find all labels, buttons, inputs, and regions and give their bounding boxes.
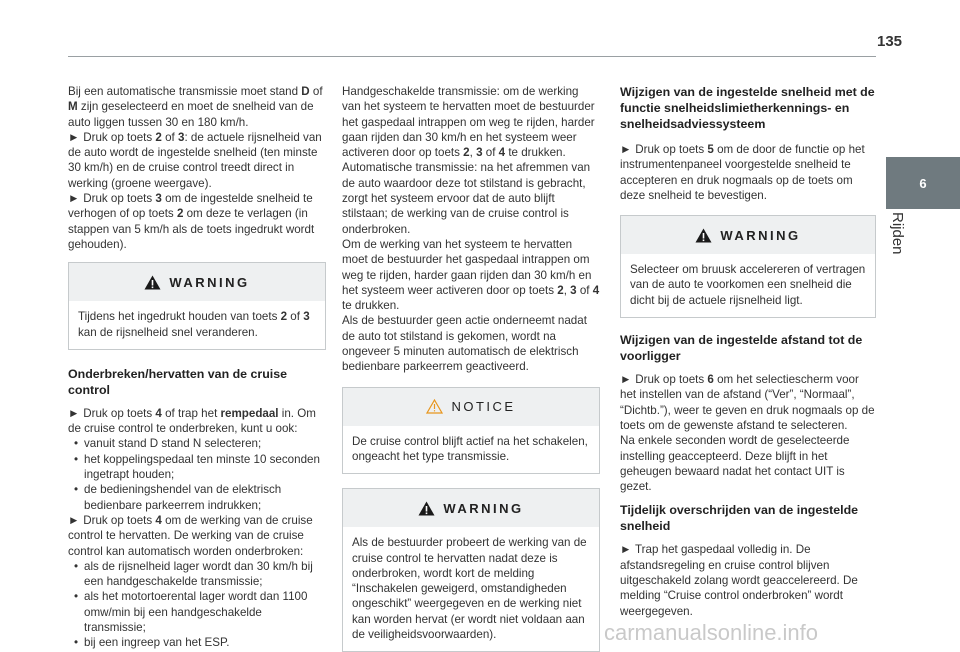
warning-icon (144, 275, 161, 290)
chapter-title: Rijden (889, 212, 906, 255)
warning-text: Selecteer om bruusk accelereren of vertragen van de auto te voorkomen een snelheid die dicht bij de actuele rijsnelheid ligt. (630, 263, 866, 307)
notice-box (342, 387, 600, 475)
paragraph: ► Druk op toets 4 om de werking van de cruise control te hervatten. De werking van de cruise control kan automatisch worden onderbroken: (68, 513, 313, 558)
paragraph: ► Druk op toets 5 om de door de functie op het instrumentenpaneel voorgestelde snelheid te accepteren en druk nogmaals op de toets om deze snelheid te bevestigen. (620, 143, 865, 202)
section-heading: Wijzigen van de ingestelde snelheid met de functie snelheidslimietherkennings- en snelheidsadviessysteem (620, 85, 875, 131)
warning-box (620, 215, 876, 318)
warning-box (342, 488, 600, 652)
paragraph: ► Druk op toets 4 of trap het rempedaal in. Om de cruise control te onderbreken, kunt u ook: (68, 406, 316, 436)
bullet-icon: • (74, 437, 79, 451)
bullet-icon: • (74, 636, 79, 650)
arrow-icon: ► (68, 192, 80, 206)
list-item: • vanuit stand D stand N selecteren; (74, 437, 262, 451)
section-heading: Wijzigen van de ingestelde afstand tot de voorligger (620, 333, 863, 364)
bullet-icon: • (74, 483, 79, 497)
list-item: • bij een ingreep van het ESP. (74, 636, 230, 650)
paragraph: ► Druk op toets 3 om de ingestelde snelheid te verhogen of op toets 2 om deze te verlagen (in stappen van 5 km/h als de toets ingedrukt wordt gehouden). (68, 192, 315, 251)
top-rule (68, 56, 876, 57)
bullet-icon: • (74, 590, 79, 604)
paragraph: ► Druk op toets 6 om het selectiescherm voor het instellen van de afstand (“Ver”, “Normaal”, “Dichtb.”), weer te geven en druk nogmaals op de toets om de gewenste afstand te selecteren. (620, 373, 875, 432)
section-heading: Tijdelijk overschrijden van de ingestelde snelheid (620, 503, 859, 534)
list-item: • als het motortoerental lager wordt dan 1100 omw/min bij een handgeschakelde transmissie; (74, 590, 308, 635)
paragraph: Automatische transmissie: na het afremmen van de auto waardoor deze tot stilstand is gebracht, zorgt het systeem ervoor dat de auto blijft stilstaan; de werking van de cruise control is onderbroken. (342, 161, 591, 236)
arrow-icon: ► (620, 543, 632, 557)
notice-icon (426, 399, 443, 414)
warning-title: WARNING (169, 274, 250, 290)
section-heading: Onderbreken/hervatten van de cruise control (68, 366, 287, 397)
arrow-icon: ► (68, 406, 80, 420)
paragraph: Om de werking van het systeem te hervatten moet de bestuurder het gaspedaal intrappen om weg te rijden, harder gaan rijden dan 30 km/h en het systeem weer activeren door op toets 2, 3 of 4 te drukken. (342, 237, 600, 313)
column-2 (342, 84, 600, 652)
paragraph: Bij een automatische transmissie moet stand D of M zijn geselecteerd en moet de snelheid van de auto liggen tussen 30 en 180 km/h. (68, 85, 323, 129)
list-item: • als de rijsnelheid lager wordt dan 30 km/h bij een handgeschakelde transmissie; (74, 559, 313, 589)
warning-header (343, 489, 599, 527)
arrow-icon: ► (68, 130, 80, 144)
bullet-icon: • (74, 559, 79, 573)
list-item: • de bedieningshendel van de elektrisch bedienbare parkeerrem indrukken; (74, 483, 282, 512)
arrow-icon: ► (68, 513, 80, 527)
page-number: 135 (877, 33, 903, 50)
warning-text: Tijdens het ingedrukt houden van toets 2 of 3 kan de rijsnelheid snel veranderen. (78, 310, 310, 339)
warning-header (69, 263, 325, 301)
arrow-icon: ► (620, 373, 632, 387)
warning-header (621, 216, 875, 254)
paragraph: ► Trap het gaspedaal volledig in. De afstandsregeling en cruise control blijven uitgeschakeld zolang wordt geaccelereerd. De melding “Cruise control onderbroken” wordt weergegeven. (620, 543, 858, 618)
column-3 (620, 84, 876, 619)
notice-text: De cruise control blijft actief na het schakelen, ongeacht het type transmissie. (352, 434, 588, 463)
warning-title: WARNING (443, 500, 524, 516)
column-1 (68, 84, 326, 651)
warning-box (68, 262, 326, 350)
chapter-label (888, 212, 916, 292)
watermark: carmanualsonline.info (604, 620, 819, 645)
bullet-icon: • (74, 452, 79, 466)
paragraph: ► Druk op toets 2 of 3: de actuele rijsnelheid van de auto wordt de ingestelde snelheid (ten minste 30 km/h) en de cruise control treedt direct in werking (groene weergave). (68, 130, 322, 190)
warning-icon (418, 501, 435, 516)
warning-text: Als de bestuurder probeert de werking van de cruise control te hervatten nadat deze is onderbroken, wordt kort de melding “Inschakelen geweigerd, omstandigheden ongeschikt” weergegeven en de werking niet kan worden hervat (er wordt niet voldaan aan de veiligheidsvoorwaarden). (352, 536, 587, 642)
chapter-tab[interactable]: 6 (886, 157, 960, 209)
notice-title: NOTICE (451, 398, 516, 414)
warning-title: WARNING (720, 227, 801, 243)
paragraph: Handgeschakelde transmissie: om de werking van het systeem te hervatten moet de bestuurder het gaspedaal intrappen om weg te rijden, harder gaan rijden dan 30 km/h en het systeem weer activeren door op toets 2, 3 of 4 te drukken. (342, 85, 595, 160)
paragraph: Als de bestuurder geen actie onderneemt nadat de auto tot stilstand is gekomen, wordt na ongeveer 5 minuten automatisch de elektrisch bedienbare parkeerrem geactiveerd. (342, 314, 587, 374)
list-item: • het koppelingspedaal ten minste 10 seconden ingetrapt houden; (74, 452, 320, 482)
arrow-icon: ► (620, 143, 632, 156)
warning-icon (695, 228, 712, 243)
paragraph: Na enkele seconden wordt de geselecteerde instelling geaccepteerd. Deze blijft in het geheugen bewaard nadat het contact UIT is gezet. (620, 434, 850, 494)
notice-header (343, 388, 599, 426)
